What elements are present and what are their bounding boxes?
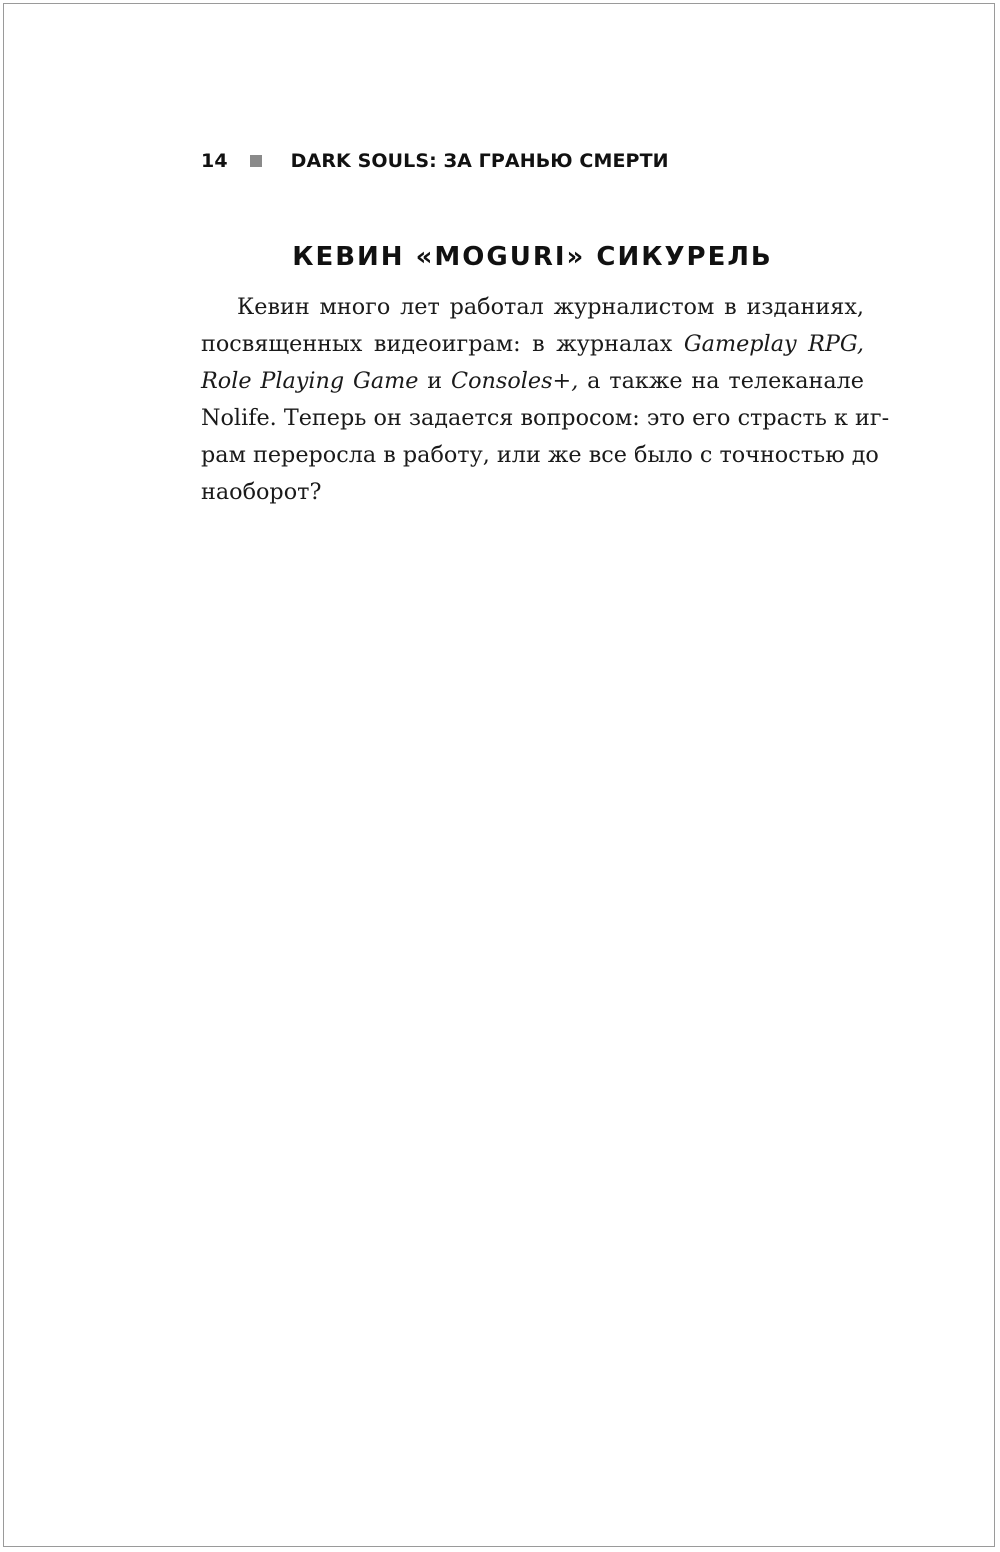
text-run: наоборот? <box>201 479 322 505</box>
text-run: посвященных видеоиграм: в журналах <box>201 331 684 357</box>
text-run: Кевин много лет работал журналистом в изданиях, <box>237 294 864 320</box>
text-run: а также на телеканале <box>578 368 865 394</box>
text-run: и <box>418 368 452 394</box>
running-head <box>201 146 669 176</box>
page <box>3 3 995 1547</box>
text-run: Nolife. Теперь он задается вопросом: это его страсть к иг- <box>201 405 890 431</box>
paragraph-line <box>201 437 879 474</box>
italic-title: Gameplay RPG, <box>683 331 865 357</box>
text-run: рам переросла в работу, или же все было с точностью до <box>201 442 879 468</box>
paragraph-line <box>201 326 864 363</box>
section-heading: КЕВИН «MOGURI» СИКУРЕЛЬ <box>292 242 773 272</box>
paragraph-line <box>201 474 864 511</box>
italic-title: Consoles+, <box>451 368 579 394</box>
square-bullet-icon <box>250 155 262 167</box>
paragraph-line <box>201 363 864 400</box>
paragraph-line <box>201 400 890 437</box>
paragraph-line <box>201 289 864 326</box>
book-title: DARK SOULS: ЗА ГРАНЬЮ СМЕРТИ <box>290 150 669 172</box>
italic-title: Role Playing Game <box>201 368 419 394</box>
page-number: 14 <box>201 150 228 172</box>
body-paragraph <box>201 289 890 511</box>
